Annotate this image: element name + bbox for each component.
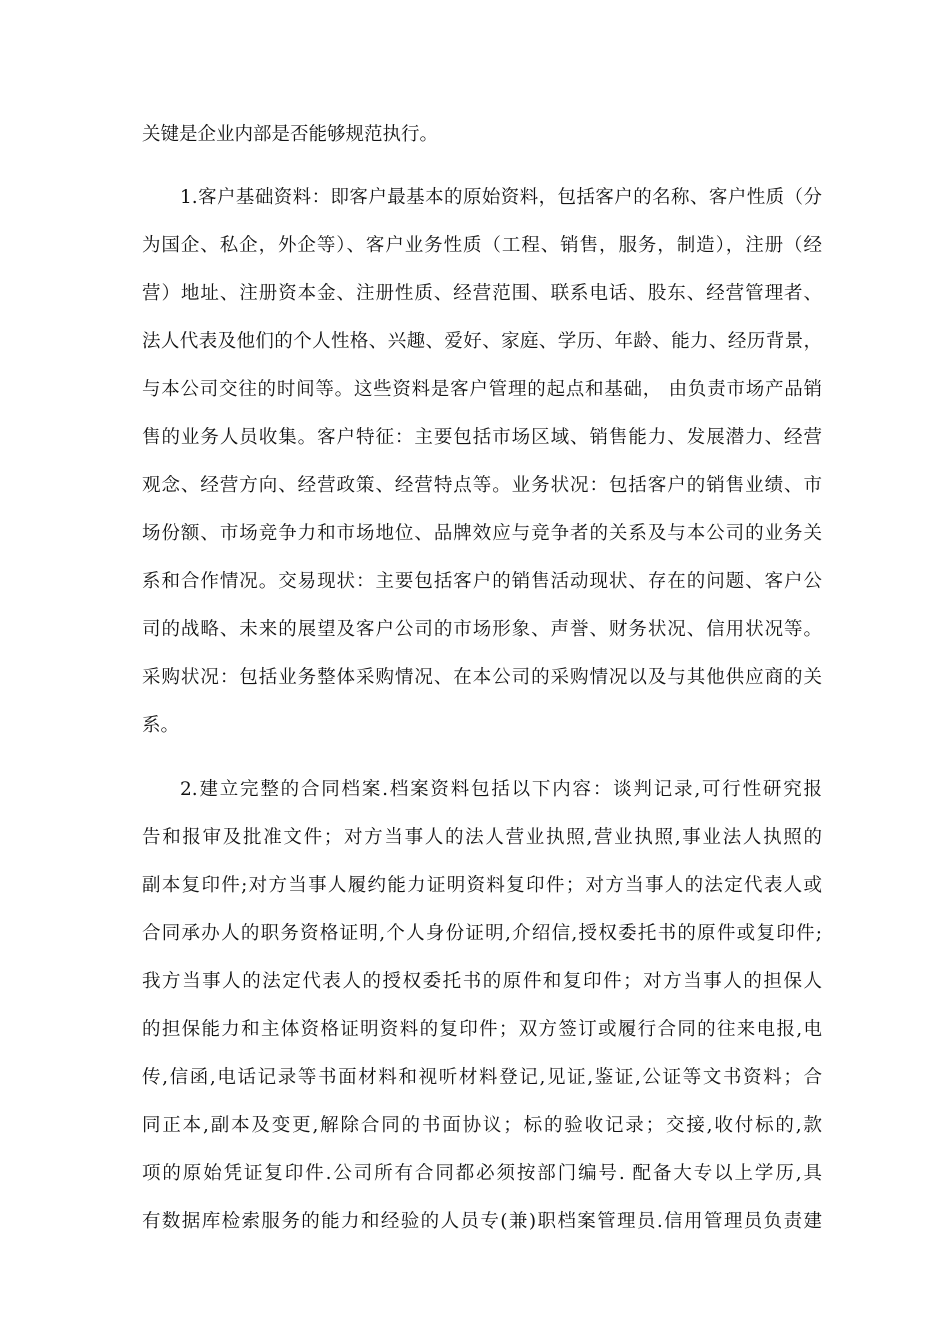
text-line: 与本公司交往的时间等。这些资料是客户管理的起点和基础， 由负责市场产品销	[142, 379, 822, 400]
text-line: 告和报审及批准文件；对方当事人的法人营业执照,营业执照,事业法人执照的	[142, 827, 822, 848]
text-line: 售的业务人员收集。客户特征：主要包括市场区域、销售能力、发展潜力、经营	[142, 427, 822, 448]
text-line: 为国企、私企，外企等）、客户业务性质（工程、销售，服务，制造），注册（经	[142, 235, 822, 256]
text-line: 关键是企业内部是否能够规范执行。	[142, 124, 439, 145]
text-line: 营）地址、注册资本金、注册性质、经营范围、联系电话、股东、经营管理者、	[142, 283, 822, 304]
text-line: 2.建立完整的合同档案.档案资料包括以下内容：谈判记录,可行性研究报	[180, 779, 822, 800]
text-line: 传,信函,电话记录等书面材料和视听材料登记,见证,鉴证,公证等文书资料；合	[142, 1067, 822, 1088]
text-line: 1.客户基础资料：即客户最基本的原始资料，包括客户的名称、客户性质（分	[180, 187, 822, 208]
text-line: 采购状况：包括业务整体采购情况、在本公司的采购情况以及与其他供应商的关	[142, 667, 822, 688]
text-line: 有数据库检索服务的能力和经验的人员专(兼)职档案管理员.信用管理员负责建	[142, 1211, 822, 1232]
text-line: 法人代表及他们的个人性格、兴趣、爱好、家庭、学历、年龄、能力、经历背景，	[142, 331, 822, 352]
text-line: 同正本,副本及变更,解除合同的书面协议；标的验收记录；交接,收付标的,款	[142, 1115, 822, 1136]
text-line: 系。	[142, 715, 180, 736]
text-line: 观念、经营方向、经营政策、经营特点等。业务状况：包括客户的销售业绩、市	[142, 475, 822, 496]
text-line: 系和合作情况。交易现状：主要包括客户的销售活动现状、存在的问题、客户公	[142, 571, 822, 592]
text-line: 场份额、市场竞争力和市场地位、品牌效应与竞争者的关系及与本公司的业务关	[142, 523, 822, 544]
text-line: 项的原始凭证复印件.公司所有合同都必须按部门编号. 配备大专以上学历,具	[142, 1163, 822, 1184]
text-line: 我方当事人的法定代表人的授权委托书的原件和复印件；对方当事人的担保人	[142, 971, 822, 992]
text-line: 合同承办人的职务资格证明,个人身份证明,介绍信,授权委托书的原件或复印件;	[142, 923, 822, 944]
text-line: 司的战略、未来的展望及客户公司的市场形象、声誉、财务状况、信用状况等。	[142, 619, 822, 640]
text-line: 副本复印件;对方当事人履约能力证明资料复印件；对方当事人的法定代表人或	[142, 875, 822, 896]
text-line: 的担保能力和主体资格证明资料的复印件；双方签订或履行合同的往来电报,电	[142, 1019, 822, 1040]
